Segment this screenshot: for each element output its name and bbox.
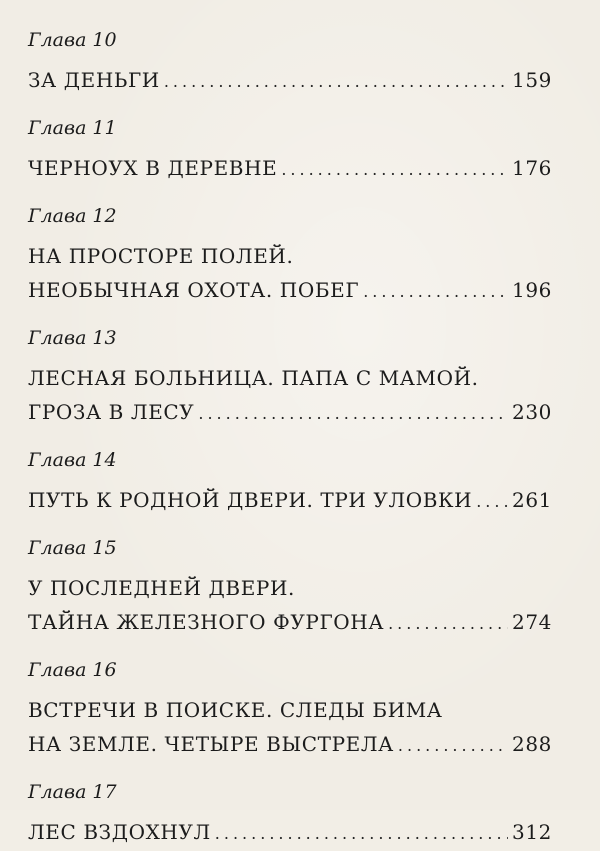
- toc-line: [28, 239, 552, 273]
- page-number: 274: [512, 610, 552, 634]
- toc-line: [28, 361, 552, 395]
- chapter-title: ГРОЗА В ЛЕСУ: [28, 400, 195, 424]
- page-number: 312: [512, 820, 552, 844]
- toc-line: [28, 63, 552, 99]
- page-number: 196: [512, 278, 552, 302]
- chapter-label: Глава 11: [28, 117, 117, 139]
- toc-entry-chapter-10[interactable]: [28, 27, 552, 99]
- chapter-title: ЛЕС ВЗДОХНУЛ: [28, 820, 211, 844]
- toc-line: [28, 395, 552, 431]
- toc-entry-chapter-11[interactable]: [28, 115, 552, 187]
- chapter-label: Глава 14: [28, 449, 117, 471]
- toc-entry-chapter-16[interactable]: [28, 657, 552, 763]
- toc-entry-chapter-15[interactable]: [28, 535, 552, 641]
- chapter-label: Глава 10: [28, 29, 117, 51]
- chapter-title: ПУТЬ К РОДНОЙ ДВЕРИ. ТРИ УЛОВКИ: [28, 488, 473, 512]
- chapter-title: ЛЕСНАЯ БОЛЬНИЦА. ПАПА С МАМОЙ.: [28, 366, 479, 390]
- page-number: 159: [512, 68, 552, 92]
- toc-line: [28, 727, 552, 763]
- chapter-title: НА ЗЕМЛЕ. ЧЕТЫРЕ ВЫСТРЕЛА: [28, 732, 394, 756]
- chapter-title: ТАЙНА ЖЕЛЕЗНОГО ФУРГОНА: [28, 610, 385, 634]
- dot-leader: [198, 397, 508, 431]
- toc-line: [28, 151, 552, 187]
- dot-leader: [281, 153, 508, 187]
- chapter-label: Глава 13: [28, 327, 117, 349]
- chapter-title: ЗА ДЕНЬГИ: [28, 68, 160, 92]
- chapter-label: Глава 16: [28, 659, 117, 681]
- chapter-title: НА ПРОСТОРЕ ПОЛЕЙ.: [28, 244, 294, 268]
- dot-leader: [363, 275, 508, 309]
- page-number: 261: [512, 488, 552, 512]
- page-number: 176: [512, 156, 552, 180]
- dot-leader: [164, 65, 508, 99]
- toc-line: [28, 815, 552, 851]
- chapter-title: У ПОСЛЕДНЕЙ ДВЕРИ.: [28, 576, 295, 600]
- toc-line: [28, 693, 552, 727]
- toc-entry-chapter-13[interactable]: [28, 325, 552, 431]
- dot-leader: [398, 729, 508, 763]
- page-number: 288: [512, 732, 552, 756]
- toc-entry-chapter-12[interactable]: [28, 203, 552, 309]
- chapter-title: ВСТРЕЧИ В ПОИСКЕ. СЛЕДЫ БИМА: [28, 698, 443, 722]
- toc-line: [28, 571, 552, 605]
- chapter-label: Глава 17: [28, 781, 117, 803]
- chapter-label: Глава 12: [28, 205, 117, 227]
- chapter-label: Глава 15: [28, 537, 117, 559]
- dot-leader: [476, 485, 508, 519]
- page-number: 230: [512, 400, 552, 424]
- toc-entry-chapter-14[interactable]: [28, 447, 552, 519]
- chapter-title: ЧЕРНОУХ В ДЕРЕВНЕ: [28, 156, 278, 180]
- toc-line: [28, 605, 552, 641]
- toc-line: [28, 483, 552, 519]
- chapter-title: НЕОБЫЧНАЯ ОХОТА. ПОБЕГ: [28, 278, 360, 302]
- dot-leader: [215, 817, 508, 851]
- dot-leader: [388, 607, 508, 641]
- toc-line: [28, 273, 552, 309]
- toc-entry-chapter-17[interactable]: [28, 779, 552, 851]
